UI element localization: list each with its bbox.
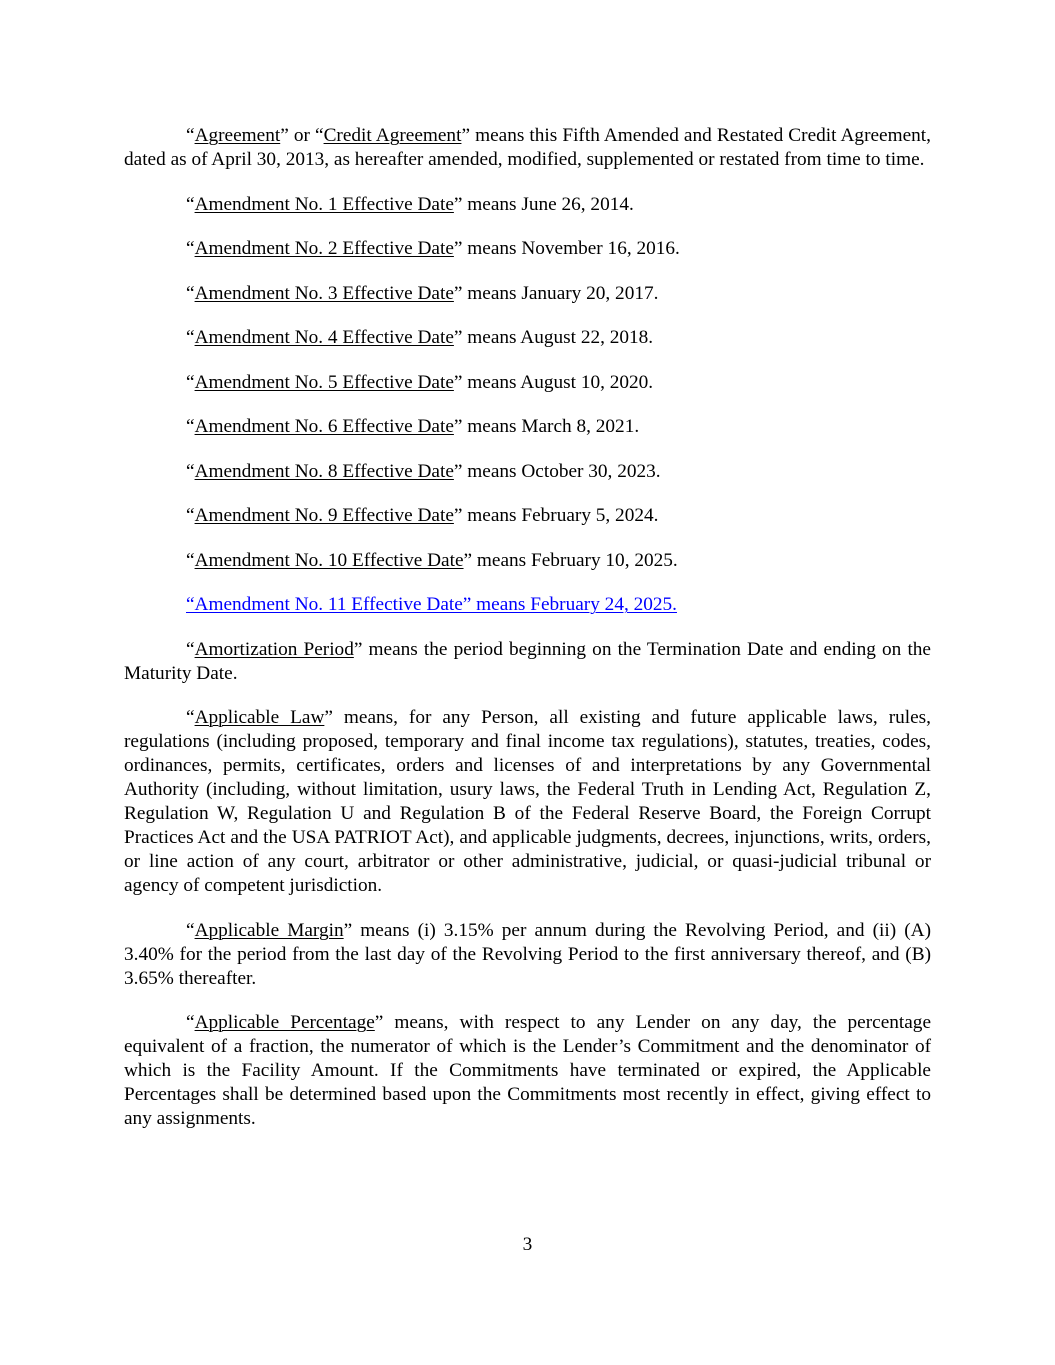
close-quote: ”	[453, 460, 463, 482]
close-quote: ”	[453, 193, 463, 215]
definition-text: means October 30, 2023.	[462, 460, 661, 482]
definition-amendment-8	[124, 460, 931, 484]
definition-amendment-6	[124, 415, 931, 439]
close-quote: ”	[453, 505, 463, 526]
definition-text: means November 16, 2016.	[462, 238, 680, 259]
open-quote: “	[186, 549, 195, 571]
definition-amendment-3	[124, 282, 931, 306]
open-quote: “	[186, 505, 195, 526]
definition-text: means this Fifth Amended and Restated Credit Agreement, dated as of April 30, 2013, as hereafter amended, modified, supplemented or restated from time to time.	[124, 125, 931, 170]
close-quote: ”	[453, 282, 463, 304]
definition-text: means June 26, 2014.	[462, 193, 634, 215]
definition-text: means February 10, 2025.	[472, 549, 678, 571]
page-number: 3	[522, 1234, 533, 1255]
defined-term: Applicable Percentage	[194, 1012, 375, 1033]
defined-term: Amendment No. 6 Effective Date	[194, 416, 454, 437]
open-quote: “	[186, 327, 195, 348]
open-quote: “	[186, 282, 195, 304]
definition-applicable-law	[124, 706, 931, 898]
definition-amendment-1	[124, 193, 931, 217]
open-quote: “	[186, 193, 195, 215]
open-quote: “	[186, 638, 195, 660]
open-quote: “	[186, 416, 195, 437]
definition-text: means, with respect to any Lender on any day, the percentage equivalent of a fraction, the numerator of which is the Lender’s Commitment and the denominator of which is the Facility Amount. If the Commitments have terminated or expired, the Applicable Percentages shall be determined based upon the Commitments most recently in effect, giving effect to any assignments.	[124, 1012, 932, 1129]
definition-applicable-percentage	[124, 1011, 931, 1131]
defined-term: Applicable Law	[194, 707, 325, 728]
defined-term: Applicable Margin	[194, 919, 344, 941]
definition-applicable-margin	[124, 919, 931, 991]
open-quote: “	[186, 238, 195, 259]
definition-text: means, for any Person, all existing and future applicable laws, rules, regulations (including proposed, temporary and final income tax regulations), statutes, treaties, codes, ordinances, permits, certificates, orders and licenses of and interpretations by any Governmental Authority (including, without limitation, usury laws, the Federal Truth in Lending Act, Regulation Z, Regulation W, Regulation U and Regulation B of the Federal Reserve Board, the Foreign Corrupt Practices Act and the USA PATRIOT Act), and applicable judgments, decrees, injunctions, writs, orders, or line action of any court, arbitrator or other administrative, judicial, or quasi-judicial tribunal or agency of competent jurisdiction.	[124, 707, 932, 896]
close-quote: ”	[353, 638, 363, 660]
definition-text: means (i) 3.15% per annum during the Revolving Period, and (ii) (A) 3.40% for the period from the last day of the Revolving Period to the first anniversary thereof, and (B) 3.65% thereafter.	[124, 919, 931, 989]
close-quote: ”	[453, 416, 463, 437]
definition-text: means August 10, 2020.	[462, 371, 654, 393]
open-quote: “	[186, 707, 195, 728]
definition-amendment-10	[124, 549, 931, 573]
definition-amendment-4	[124, 326, 931, 350]
open-quote: “	[186, 371, 195, 393]
definition-text: means March 8, 2021.	[462, 416, 640, 437]
defined-term-agreement: Agreement	[194, 125, 281, 146]
close-quote: ”	[461, 125, 470, 146]
defined-term-credit-agreement: Credit Agreement	[323, 125, 462, 146]
defined-term: Amendment No. 8 Effective Date	[194, 460, 454, 482]
defined-term: Amendment No. 3 Effective Date	[194, 282, 454, 304]
definition-amendment-5	[124, 371, 931, 395]
defined-term: Amendment No. 1 Effective Date	[194, 193, 454, 215]
defined-term: Amendment No. 10 Effective Date	[194, 549, 464, 571]
defined-term: Amortization Period	[194, 638, 354, 660]
open-quote: “	[186, 1012, 195, 1033]
definition-text: means August 22, 2018.	[462, 327, 654, 348]
close-quote: ”	[453, 238, 463, 259]
defined-term: Amendment No. 9 Effective Date	[194, 505, 454, 526]
definition-amendment-9	[124, 504, 931, 528]
quote-or-separator: ” or “	[280, 125, 324, 146]
defined-term: Amendment No. 5 Effective Date	[194, 371, 454, 393]
definition-text: means February 5, 2024.	[462, 505, 659, 526]
close-quote: ”	[324, 707, 333, 728]
defined-term: Amendment No. 4 Effective Date	[194, 327, 454, 348]
close-quote: ”	[453, 371, 463, 393]
definition-amortization-period	[124, 638, 931, 686]
definition-amendment-11-inserted	[124, 593, 931, 617]
open-quote: “	[186, 919, 195, 941]
close-quote: ”	[453, 327, 463, 348]
defined-term: Amendment No. 2 Effective Date	[194, 238, 454, 259]
close-quote: ”	[343, 919, 353, 941]
close-quote: ”	[374, 1012, 384, 1033]
open-quote: “	[186, 125, 195, 146]
definition-text: means the period beginning on the Termination Date and ending on the Maturity Date.	[124, 638, 931, 684]
definition-agreement	[124, 124, 931, 172]
definition-text: means January 20, 2017.	[462, 282, 659, 304]
open-quote: “	[186, 460, 195, 482]
document-body	[124, 124, 931, 1152]
definition-amendment-2	[124, 237, 931, 261]
close-quote: ”	[463, 549, 473, 571]
inserted-redline-text: “Amendment No. 11 Effective Date” means February 24, 2025.	[186, 594, 677, 615]
